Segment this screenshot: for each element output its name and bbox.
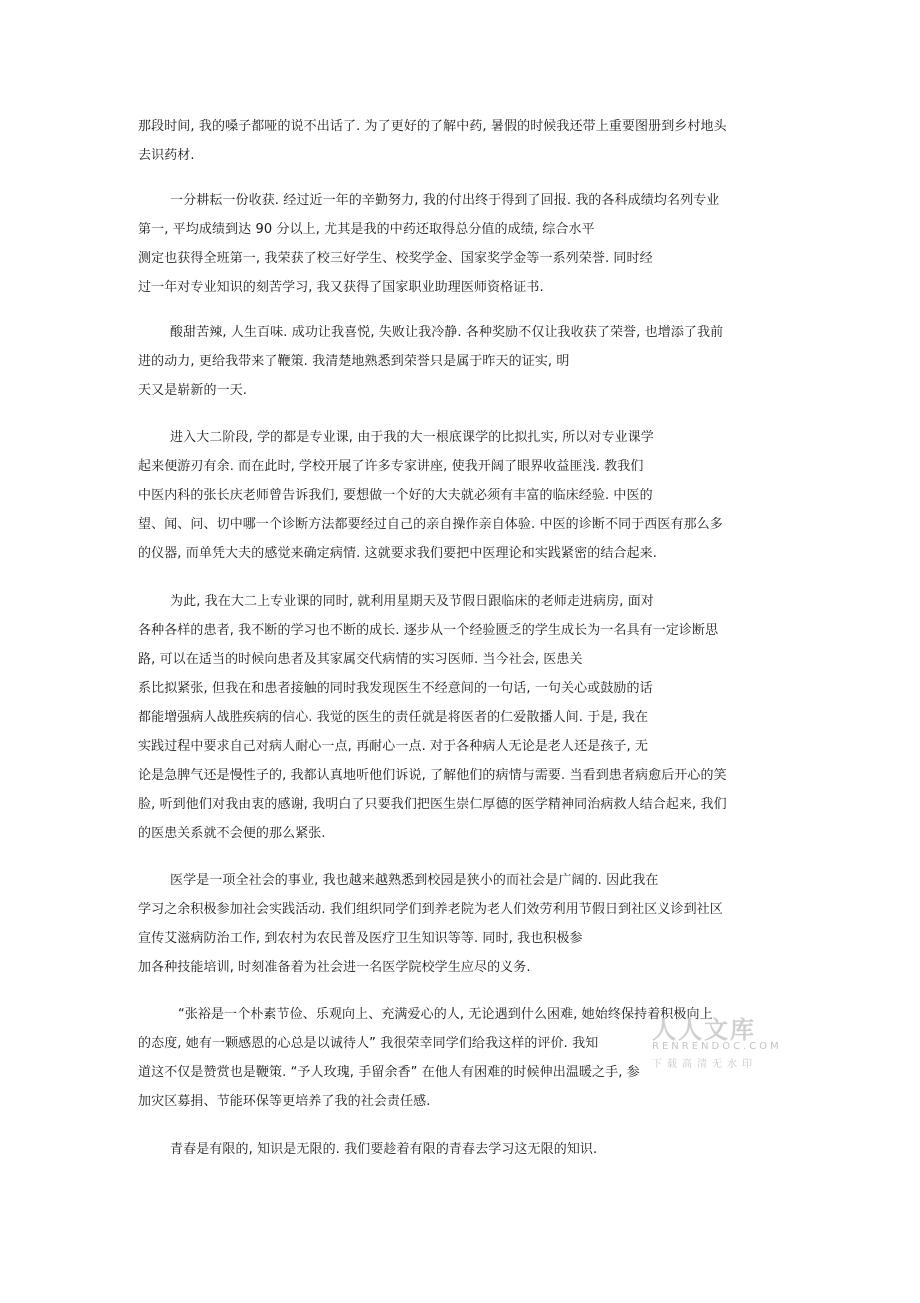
text-line: 进的动力, 更给我带来了鞭策. 我清楚地熟悉到荣誉只是属于昨天的证实, 明 [138, 354, 570, 369]
watermark-url: RENRENDOC.COM [652, 1041, 782, 1052]
text-line: 为此, 我在大二上专业课的同时, 就利用星期天及节假日跟临床的老师走进病房, 面对 [170, 594, 654, 609]
text-line: “张裕是一个朴素节俭、乐观向上、充满爱心的人, 无论遇到什么困难, 她始终保持着积极向上 [178, 1007, 713, 1022]
text-line: 道这不仅是赞赏也是鞭策. “予人玫瑰, 手留余香” 在他人有困难的时候伸出温暖之手, 参 [138, 1065, 640, 1080]
text-line: 青春是有限的, 知识是无限的. 我们要趁着有限的青春去学习这无限的知识. [170, 1142, 598, 1157]
text-line: 系比拟紧张, 但我在和患者接触的同时我发现医生不经意间的一句话, 一句关心或鼓励的话 [138, 681, 653, 696]
text-line: 各种各样的患者, 我不断的学习也不断的成长. 逐步从一个经验匮乏的学生成长为一名具有一定诊断思 [138, 623, 719, 638]
text-line: 进入大二阶段, 学的都是专业课, 由于我的大一根底课学的比拟扎实, 所以对专业课学 [170, 430, 654, 445]
text-line: 第一, 平均成绩到达 90 分以上, 尤其是我的中药还取得总分值的成绩, 综合水平 [138, 222, 595, 237]
text-line: 都能增强病人战胜疾病的信心. 我觉的医生的责任就是将医者的仁爱散播人间. 于是, 我在 [138, 710, 649, 725]
text-line: 脸, 听到他们对我由衷的感谢, 我明白了只要我们把医生崇仁厚德的医学精神同治病救人结合起来, 我们 [138, 797, 727, 812]
text-line: 路, 可以在适当的时候向患者及其家属交代病情的实习医师. 当今社会, 医患关 [138, 652, 583, 667]
text-line: 测定也获得全班第一, 我荣获了校三好学生、校奖学金、国家奖学金等一系列荣誉. 同时经 [138, 251, 653, 266]
text-line: 的医患关系就不会便的那么紧张. [138, 826, 326, 841]
watermark [644, 1010, 784, 1070]
text-line: 加各种技能培训, 时刻准备着为社会进一名医学院校学生应尽的义务. [138, 960, 531, 975]
text-line: 加灾区募捐、节能环保等更培养了我的社会责任感. [138, 1094, 431, 1109]
text-line: 去识药材. [138, 148, 195, 163]
text-line: 学习之余积极参加社会实践活动. 我们组织同学们到养老院为老人们效劳利用节假日到社区义诊到社区 [138, 902, 723, 917]
text-line: 望、闻、问、切中哪一个诊断方法都要经过自己的亲自操作亲自体验. 中医的诊断不同于西医有那么多 [138, 517, 723, 532]
text-line: 酸甜苦辣, 人生百味. 成功让我喜悦, 失败让我冷静. 各种奖励不仅让我收获了荣誉, 也增添了我前 [170, 325, 724, 340]
text-line: 起来便游刃有余. 而在此时, 学校开展了许多专家讲座, 使我开阔了眼界收益匪浅. 教我们 [138, 459, 644, 474]
text-line: 过一年对专业知识的刻苦学习, 我又获得了国家职业助理医师资格证书. [138, 280, 544, 295]
text-line: 宣传艾滋病防治工作, 到农村为农民普及医疗卫生知识等等. 同时, 我也积极参 [138, 931, 583, 946]
text-line: 一分耕耘一份收获. 经过近一年的辛勤努力, 我的付出终于得到了回报. 我的各科成绩均名列专业 [170, 193, 720, 208]
watermark-title: 人人文库 [652, 1016, 756, 1044]
text-line: 论是急脾气还是慢性子的, 我都认真地听他们诉说, 了解他们的病情与需要. 当看到患者病愈后开心的笑 [138, 768, 727, 783]
text-line: 的态度, 她有一颗感恩的心总是以诚待人” 我很荣幸同学们给我这样的评价. 我知 [138, 1036, 599, 1051]
text-line: 医学是一项全社会的事业, 我也越来越熟悉到校园是狭小的而社会是广阔的. 因此我在 [170, 873, 659, 888]
watermark-tagline: 下载高清无水印 [652, 1059, 757, 1070]
text-line: 中医内科的张长庆老师曾告诉我们, 要想做一个好的大夫就必须有丰富的临床经验. 中医的 [138, 488, 653, 503]
text-line: 实践过程中要求自己对病人耐心一点, 再耐心一点. 对于各种病人无论是老人还是孩子, 无 [138, 739, 649, 754]
text-line: 天又是崭新的一天. [138, 383, 248, 398]
text-line: 的仪器, 而单凭大夫的感觉来确定病情. 这就要求我们要把中医理论和实践紧密的结合起来. [138, 546, 657, 561]
text-line: 那段时间, 我的嗓子都哑的说不出话了. 为了更好的了解中药, 暑假的时候我还带上重要图册到乡村地头 [138, 119, 727, 134]
